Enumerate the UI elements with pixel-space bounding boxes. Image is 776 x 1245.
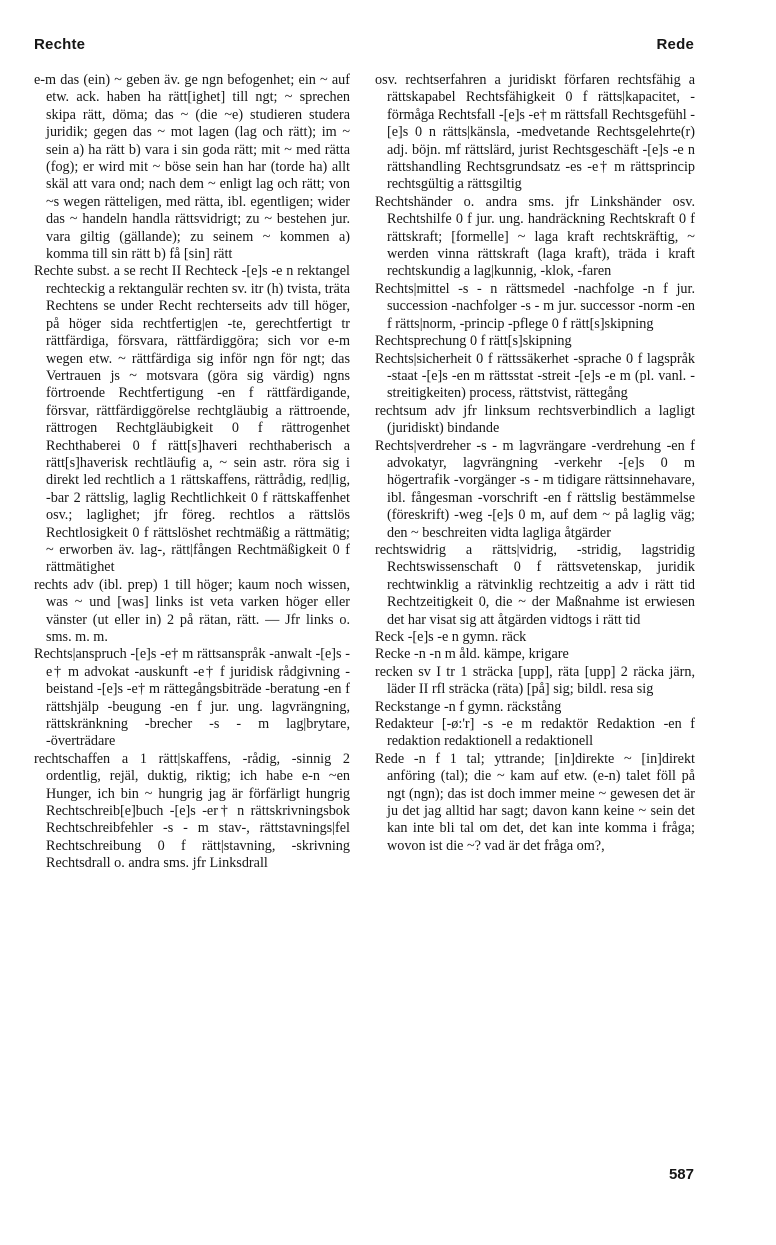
entry-paragraph: rechtswidrig a rätts|vidrig, -stridig, lagstridig Rechtswissenschaft 0 f rättsvetenskap, juridik rechtwinklig a rätvinklig rechtzeitig a adv i rätt tid Rechtzeitigkeit 0, die ~ der Maßnahme ist erwiesen det har visat sig att åtgärden vidtogs i rätt tid [375,541,695,628]
running-head-right: Rede [656,36,694,53]
entry-paragraph: osv. rechtserfahren a juridiskt förfaren rechtsfähig a rättskapabel Rechtsfähigkeit 0 f rätts|kapacitet, -förmåga Rechtsfall -[e]s -e† m rättsfall Rechtsgefühl -[e]s 0 n rätts|känsla, -medvetande Rechtsgelehrte(r) adj. böjn. mf rättslärd, jurist Rechtsgeschäft -[e]s -e n rättshandling Rechtsgrundsatz -es -e† m rättsprincip rechtsgültig a rättsgiltig [375,72,695,193]
entry-paragraph: rechts adv (ibl. prep) 1 till höger; kaum noch wissen, was ~ und [was] links ist veta varken höger eller vänster (ut eller in) 2 på rätan, rätt. — Jfr links o. sms. m. m. [34,576,350,645]
entry-paragraph: Rechts|mittel -s - n rättsmedel -nachfolge -n f jur. succession -nachfolger -s - m jur. successor -norm -en f rätts|norm, -princip -pflege 0 f rätt[s]skipning [375,280,695,332]
entry-paragraph: recken sv I tr 1 sträcka [upp], räta [upp] 2 räcka järn, läder II rfl sträcka (räta) [på] sig; bildl. resa sig [375,663,695,698]
page-number: 587 [668,1166,694,1183]
entry-paragraph: e-m das (ein) ~ geben äv. ge ngn befogenhet; ein ~ auf etw. ack. haben ha rätt[ighet] till ngt; ~ sprechen skipa rätt, döma; das ~ (die ~e) studieren studera juridik; gegen das ~ mot lagen (lag och rätt); im ~ sein a) ha rätt b) vara i sin goda rätt; mit ~ med rätta (fog); er wird mit ~ böse sein han har (torde ha) allt skäl att vara ond; nach dem ~ enligt lag och rätt; von ~s wegen rätteligen, med rätta, ibl. egentligen; wider das ~ handeln handla rättsvidrigt; zu ~ bestehen jur. vara giltig (gällande); zu seinem ~ kommen a) komma till sin rätt b) få [sin] rätt [34,72,350,263]
entry-paragraph: Rechts|anspruch -[e]s -e† m rättsanspråk -anwalt -[e]s -e† m advokat -auskunft -e† f juridisk rådgivning -beistand -[e]s -e† m rättegångsbiträde -beratung -en f rättshjälp -beugung -en f jur. ung. lagvrängning, rättskränkning -brecher -s - m lag|brytare, -överträdare [34,646,350,750]
entry-paragraph: Rechts|sicherheit 0 f rättssäkerhet -sprache 0 f lagspråk -staat -[e]s -en m rättsstat -streit -[e]s -e m (pl. vanl. -streitigkeiten) process, rättstvist, rättegång [375,350,695,402]
running-head-left: Rechte [34,36,86,53]
entry-paragraph: Rechtshänder o. andra sms. jfr Linkshänder osv. Rechtshilfe 0 f jur. ung. handräckning Rechtskraft 0 f rättskraft; [formelle] ~ laga kraft rechtskräftig, ~ werden vinna rättskraft (laga kraft), träda i kraft rechtskundig a lag|kunnig, -klok, -faren [375,193,695,280]
entry-paragraph: rechtschaffen a 1 rätt|skaffens, -rådig, -sinnig 2 ordentlig, rejäl, duktig, riktig; ich habe e-n ~en Hunger, ich bin ~ hungrig jag är förfärligt hungrig Rechtschreib[e]buch -[e]s -er† n rättskrivningsbok Rechtschreibfehler -s - m stav-, rättstavnings|fel Rechtschreibung 0 f rätt|stavning, -skrivning Rechtsdrall o. andra sms. jfr Linksdrall [34,750,350,872]
entry-paragraph: Reckstange -n f gymn. räckstång [375,698,562,715]
entry-paragraph: Reck -[e]s -e n gymn. räck [375,629,527,645]
entry-paragraph: Rechtsprechung 0 f rätt[s]skipning [375,333,572,350]
entry-paragraph: Rede -n f 1 tal; yttrande; [in]direkte ~ [in]direkt anföring (tal); die ~ kam auf etw. (e-n) talet föll på ngt (ngn); das ist doch immer meine ~ gewesen det är ju det jag alltid har sagt; davon kann keine ~ sein det kan inte bli tal om det, det kan inte komma i fråga; wovon ist die ~? vad är det fråga om?, [375,750,695,854]
entry-paragraph: Rechte subst. a se recht II Rechteck -[e]s -e n rektangel rechteckig a rektangulär rechten sv. itr (h) tvista, träta Rechtens se under Recht rechterseits adv till höger, på höger sida rechtfertig|en -te, gerechtfertigt tr rättfärdiga, försvara, rättfärdiggöra; sich vor e-m wegen etw. ~ rättfärdiga sig inför ngn för ngt; das Vertrauen js ~ motsvara (göra sig värdig) ngns förtroende Rechtfertigung -en f rättfärdigande, försvar, rättfärdiggörelse rechtgläubig a rättroende, rättrogen Rechtgläubigkeit 0 f rättrogenhet Rechthaberei 0 f rätt[s]haveri rechthaberisch a rätt[s]haverisk rechtläufig a, ~ sein astr. röra sig i direkt led rechtlich a 1 rättskaffens, rättrådig, red|lig, -bar 2 rättslig, laglig Rechtlichkeit 0 f rättskaffenhet osv.; laglighet; jfr föreg. rechtlos a rättslös Rechtlosigkeit 0 f rättslöshet rechtmäßig a rättmätig; ~ erworben äv. lag-, rätt|fången Rechtmäßigkeit 0 f rättmätighet [34,263,350,576]
entry-paragraph: Recke -n -n m åld. kämpe, krigare [375,646,569,663]
entry-paragraph: Redakteur [-ø:'r] -s -e m redaktör Redaktion -en f redaktion redaktionell a redaktionell [375,716,695,750]
entry-paragraph: Rechts|verdreher -s - m lagvrängare -verdrehung -en f advokatyr, lagvrängning -verkehr -[e]s 0 m högertrafik -vorgänger -s - m tidigare rättsinnehavare, ibl. fångesman -vorschrift -en f rättslig bestämmelse (föreskrift) -weg -[e]s 0 m, auf dem ~ på laglig väg; den ~ beschreiten vidta lagliga åtgärder [375,437,695,541]
right-column [375,72,695,855]
entry-paragraph: rechtsum adv jfr linksum rechtsverbindlich a lagligt (juridiskt) bindande [375,402,695,437]
left-column [34,72,350,873]
